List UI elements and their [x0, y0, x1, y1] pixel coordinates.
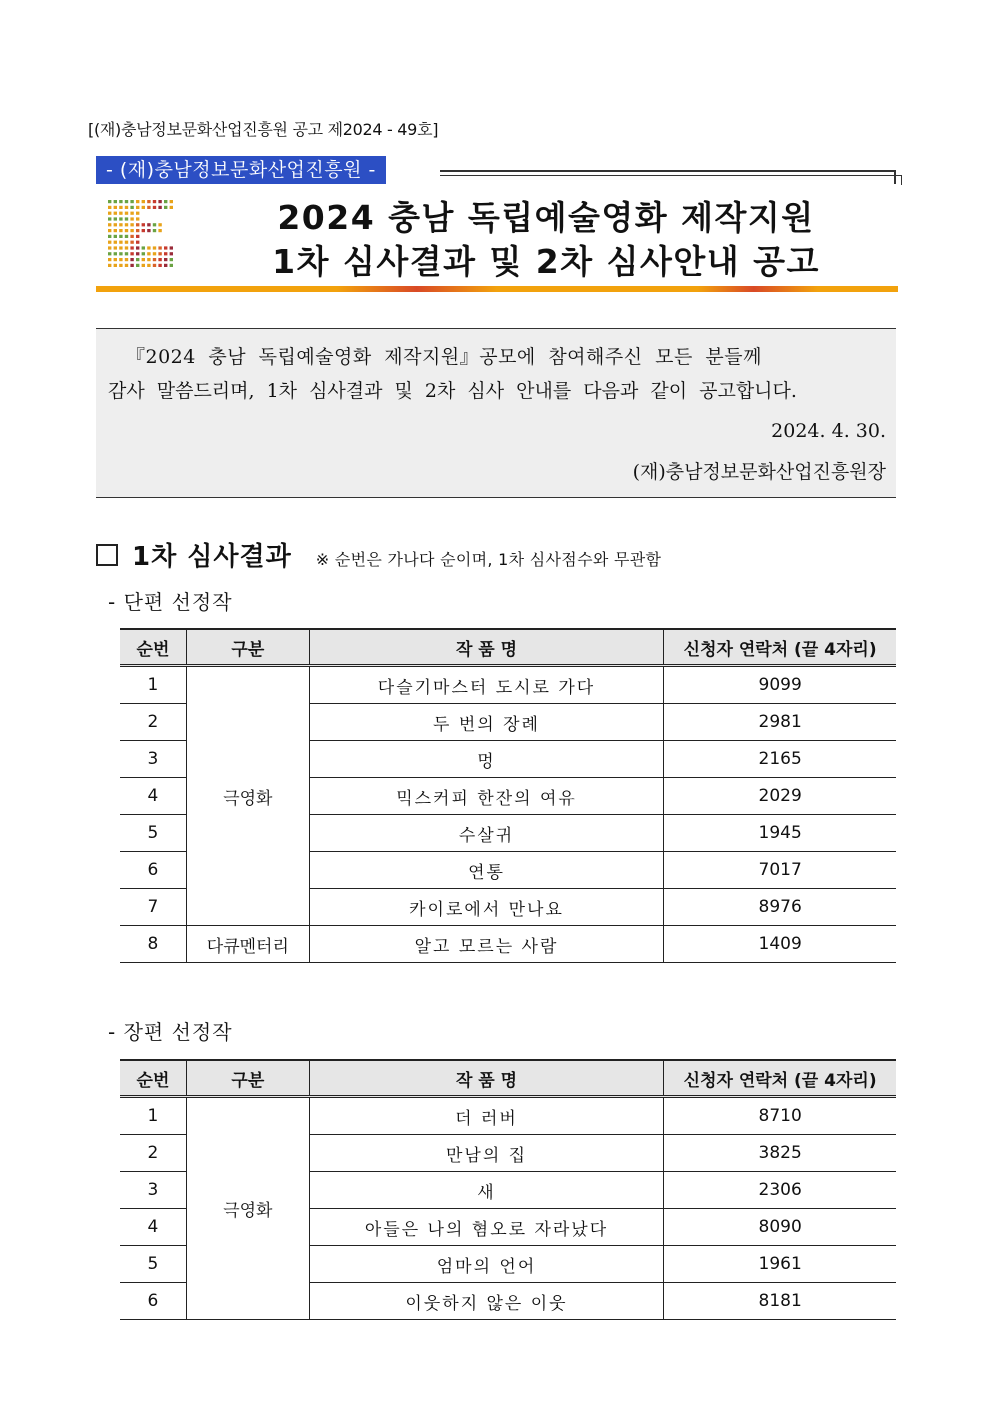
logo-dot: [125, 258, 128, 261]
logo-dot: [108, 206, 111, 209]
logo-dot: [119, 246, 122, 249]
logo-dot: [125, 252, 128, 255]
row-contact: 2306: [664, 1172, 896, 1209]
logo-dot: [114, 246, 117, 249]
logo-dot: [142, 252, 145, 255]
header-contact: 신청자 연락처 (끝 4자리): [664, 629, 896, 666]
logo-dot: [114, 206, 117, 209]
logo-dot: [158, 246, 161, 249]
logo-dot: [108, 217, 111, 220]
row-film-title: 알고 모르는 사람: [309, 926, 664, 963]
title-underline: [96, 286, 898, 292]
row-number: 3: [120, 741, 186, 778]
feature-films-label: - 장편 선정작: [108, 1020, 233, 1044]
row-contact: 1409: [664, 926, 896, 963]
row-contact: 2981: [664, 704, 896, 741]
row-category: 다큐멘터리: [186, 926, 309, 963]
logo-dot: [136, 212, 139, 215]
logo-dot: [153, 206, 156, 209]
row-film-title: 수살귀: [309, 815, 664, 852]
row-number: 3: [120, 1172, 186, 1209]
logo-dot: [114, 235, 117, 238]
row-film-title: 엄마의 언어: [309, 1246, 664, 1283]
logo-dot: [130, 217, 133, 220]
logo-dot: [136, 206, 139, 209]
logo-dot: [125, 246, 128, 249]
row-number: 4: [120, 778, 186, 815]
logo-dot: [114, 264, 117, 267]
notice-number: [(재)충남정보문화산업진흥원 공고 제2024 - 49호]: [88, 120, 439, 139]
logo-dot: [119, 241, 122, 244]
banner-rule: [440, 170, 896, 172]
header-no: 순번: [120, 629, 186, 666]
logo-dot: [114, 212, 117, 215]
logo-dot: [130, 206, 133, 209]
logo-dot: [170, 252, 173, 255]
logo-dot: [136, 264, 139, 267]
logo-dot: [170, 246, 173, 249]
logo-dot: [130, 235, 133, 238]
header-title: 작 품 명: [309, 1060, 664, 1097]
logo-dot: [125, 241, 128, 244]
banner-rule-end: [894, 170, 896, 184]
logo-dot: [108, 258, 111, 261]
logo-dot: [130, 246, 133, 249]
row-contact: 3825: [664, 1135, 896, 1172]
logo-dot: [158, 223, 161, 226]
logo-dot: [108, 241, 111, 244]
logo-dot: [119, 200, 122, 203]
logo-dot: [136, 258, 139, 261]
row-film-title: 믹스커피 한잔의 여유: [309, 778, 664, 815]
intro-box: [96, 328, 896, 498]
logo-dot: [130, 200, 133, 203]
row-contact: 2029: [664, 778, 896, 815]
document-title-line1: 2024 충남 독립예술영화 제작지원: [277, 198, 815, 237]
logo-dot: [108, 212, 111, 215]
logo-dot: [130, 212, 133, 215]
row-film-title: 이웃하지 않은 이웃: [309, 1283, 664, 1320]
logo-dot: [119, 223, 122, 226]
row-number: 6: [120, 852, 186, 889]
logo-dot: [164, 264, 167, 267]
logo-dot: [136, 223, 139, 226]
logo-dot: [147, 264, 150, 267]
logo-dot: [125, 200, 128, 203]
logo-dot: [170, 258, 173, 261]
org-logo: [106, 198, 176, 270]
logo-dot: [125, 229, 128, 232]
logo-dot: [153, 258, 156, 261]
row-category: 극영화: [186, 1097, 309, 1320]
logo-dot: [158, 258, 161, 261]
logo-dot: [158, 229, 161, 232]
banner-rule-end-thin: [901, 175, 902, 185]
row-film-title: 두 번의 장례: [309, 704, 664, 741]
logo-dot: [114, 258, 117, 261]
org-banner: - (재)충남정보문화산업진흥원 -: [96, 156, 386, 184]
logo-dot: [108, 223, 111, 226]
logo-dot: [170, 264, 173, 267]
logo-dot: [125, 235, 128, 238]
logo-dot: [147, 206, 150, 209]
logo-dot: [119, 206, 122, 209]
logo-dot: [130, 264, 133, 267]
logo-dot: [153, 252, 156, 255]
logo-dot: [108, 235, 111, 238]
row-film-title: 새: [309, 1172, 664, 1209]
logo-dot: [136, 200, 139, 203]
short-films-label: - 단편 선정작: [108, 590, 233, 614]
logo-dot: [119, 264, 122, 267]
logo-dot: [147, 223, 150, 226]
row-number: 2: [120, 1135, 186, 1172]
logo-dot: [164, 258, 167, 261]
logo-dot: [130, 258, 133, 261]
row-contact: 8710: [664, 1097, 896, 1135]
row-film-title: 아들은 나의 혐오로 자라났다: [309, 1209, 664, 1246]
logo-dot: [114, 252, 117, 255]
table-header-row: [120, 1060, 896, 1097]
section-title: 1차 심사결과: [132, 542, 292, 572]
logo-dot: [147, 229, 150, 232]
header-no: 순번: [120, 1060, 186, 1097]
logo-dot: [125, 217, 128, 220]
logo-dot: [158, 252, 161, 255]
checkbox-square-icon: [96, 544, 118, 566]
table-row: [120, 926, 896, 963]
row-number: 4: [120, 1209, 186, 1246]
header-category: 구분: [186, 629, 309, 666]
logo-dot: [119, 212, 122, 215]
row-contact: 1945: [664, 815, 896, 852]
banner-rule-thin: [440, 175, 902, 176]
row-film-title: 카이로에서 만나요: [309, 889, 664, 926]
logo-dot: [164, 206, 167, 209]
logo-dot: [142, 223, 145, 226]
row-film-title: 연통: [309, 852, 664, 889]
logo-dot: [153, 200, 156, 203]
logo-dot: [125, 212, 128, 215]
logo-dot: [125, 223, 128, 226]
logo-dot: [136, 246, 139, 249]
logo-dot: [142, 246, 145, 249]
logo-dot: [153, 246, 156, 249]
notice-date: 2024. 4. 30.: [771, 420, 886, 442]
row-number: 1: [120, 666, 186, 704]
logo-dot: [130, 229, 133, 232]
logo-dot: [142, 229, 145, 232]
logo-dot: [142, 200, 145, 203]
row-number: 6: [120, 1283, 186, 1320]
section-note: ※ 순번은 가나다 순이며, 1차 심사점수와 무관함: [315, 550, 662, 569]
header-title: 작 품 명: [309, 629, 664, 666]
logo-dot: [125, 264, 128, 267]
logo-dot: [164, 200, 167, 203]
table-row: [120, 666, 896, 704]
logo-dot: [158, 264, 161, 267]
logo-dot: [153, 223, 156, 226]
logo-dot: [147, 200, 150, 203]
logo-dot: [164, 246, 167, 249]
logo-dot: [119, 258, 122, 261]
logo-dot: [114, 241, 117, 244]
row-contact: 7017: [664, 852, 896, 889]
logo-dot: [119, 217, 122, 220]
feature-films-table: [120, 1059, 896, 1320]
logo-dot: [136, 241, 139, 244]
logo-dot: [158, 200, 161, 203]
row-contact: 8976: [664, 889, 896, 926]
row-film-title: 멍: [309, 741, 664, 778]
logo-dot: [164, 252, 167, 255]
logo-dot: [147, 252, 150, 255]
logo-dot: [119, 229, 122, 232]
logo-dot: [130, 252, 133, 255]
logo-dot: [108, 246, 111, 249]
row-contact: 9099: [664, 666, 896, 704]
logo-dot: [136, 235, 139, 238]
logo-dot: [130, 223, 133, 226]
logo-dot: [108, 264, 111, 267]
logo-dot: [142, 258, 145, 261]
logo-dot: [136, 217, 139, 220]
logo-dot: [170, 200, 173, 203]
row-number: 7: [120, 889, 186, 926]
table-row: [120, 1097, 896, 1135]
row-category: 극영화: [186, 666, 309, 926]
logo-dot: [108, 252, 111, 255]
row-film-title: 만남의 집: [309, 1135, 664, 1172]
logo-dot: [119, 235, 122, 238]
intro-paragraph-2: 감사 말씀드리며, 1차 심사결과 및 2차 심사 안내를 다음과 같이 공고합니다.: [108, 380, 797, 402]
logo-dot: [142, 264, 145, 267]
row-number: 8: [120, 926, 186, 963]
logo-dot: [147, 246, 150, 249]
logo-dot: [108, 200, 111, 203]
logo-dot: [153, 229, 156, 232]
logo-dot: [108, 229, 111, 232]
logo-dot: [158, 206, 161, 209]
row-contact: 1961: [664, 1246, 896, 1283]
header-category: 구분: [186, 1060, 309, 1097]
logo-dot: [114, 229, 117, 232]
logo-dot: [147, 258, 150, 261]
row-number: 1: [120, 1097, 186, 1135]
logo-dot: [142, 206, 145, 209]
intro-paragraph-1: 『2024 충남 독립예술영화 제작지원』공모에 참여해주신 모든 분들께: [126, 346, 762, 368]
logo-dot: [114, 223, 117, 226]
table-header-row: [120, 629, 896, 666]
logo-dot: [136, 229, 139, 232]
logo-dot: [119, 252, 122, 255]
logo-dot: [170, 206, 173, 209]
logo-dot: [136, 252, 139, 255]
notice-signer: (재)충남정보문화산업진흥원장: [632, 461, 886, 483]
logo-dot: [125, 206, 128, 209]
row-number: 2: [120, 704, 186, 741]
row-number: 5: [120, 1246, 186, 1283]
short-films-table: [120, 628, 896, 963]
logo-dot: [114, 217, 117, 220]
row-film-title: 다슬기마스터 도시로 가다: [309, 666, 664, 704]
row-film-title: 더 러버: [309, 1097, 664, 1135]
row-contact: 8181: [664, 1283, 896, 1320]
logo-dot: [153, 264, 156, 267]
row-contact: 8090: [664, 1209, 896, 1246]
section-heading: [96, 536, 661, 573]
logo-dot: [130, 241, 133, 244]
header-contact: 신청자 연락처 (끝 4자리): [664, 1060, 896, 1097]
document-title-line2: 1차 심사결과 및 2차 심사안내 공고: [272, 242, 820, 281]
row-contact: 2165: [664, 741, 896, 778]
row-number: 5: [120, 815, 186, 852]
logo-dot: [114, 200, 117, 203]
